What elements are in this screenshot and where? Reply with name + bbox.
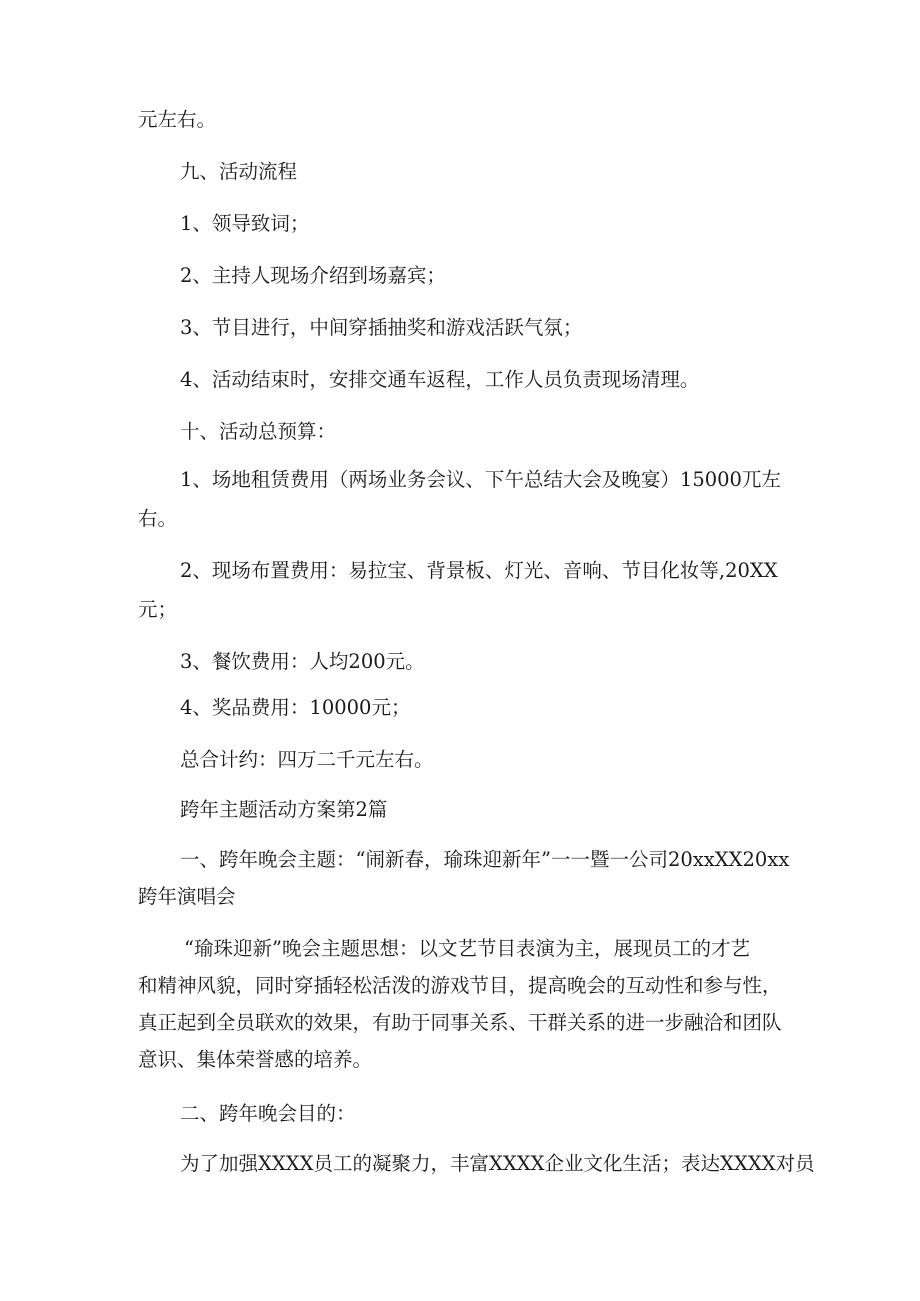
- section-heading: 九、活动流程: [180, 160, 298, 183]
- text-line: 为了加强XXXX员工的凝聚力，丰富XXXX企业文化生活；表达XXXX对员: [180, 1152, 815, 1175]
- budget-item-setup-line1: 2、现场布置费用：易拉宝、背景板、灯光、音响、节目化妆等,20XX: [180, 559, 778, 582]
- theme-line1: 一、跨年晚会主题：“闹新春，瑜珠迎新年”一一暨一公司20xxXX20xx: [180, 848, 790, 871]
- section-heading: 二、跨年晚会目的：: [180, 1102, 356, 1125]
- section-heading: 十、活动总预算：: [180, 420, 337, 443]
- list-item: 2、主持人现场介绍到场嘉宾；: [180, 264, 446, 287]
- idea-line1: “瑜珠迎新”晚会主题思想：以文艺节目表演为主，展现员工的才艺: [184, 937, 750, 960]
- list-item: 3、节目进行，中间穿插抽奖和游戏活跃气氛；: [180, 316, 583, 339]
- budget-item-setup-line2: 元；: [138, 598, 178, 621]
- idea-line4: 意识、集体荣誉感的培养。: [138, 1048, 373, 1071]
- budget-item-venue-line1: 1、场地租赁费用（两场业务会议、下午总结大会及晚宴）15000兀左: [180, 468, 781, 491]
- total-line: 总合计约：四万二千元左右。: [180, 748, 434, 771]
- list-item: 3、餐饮费用：人均200元。: [180, 650, 425, 673]
- idea-line3: 真正起到全员联欢的效果，有助于同事关系、干群关系的进一步融洽和团队: [138, 1011, 782, 1034]
- theme-line2: 跨年演唱会: [138, 885, 236, 908]
- text-line: 元左右。: [138, 108, 217, 131]
- idea-line2: 和精神风貌，同时穿插轻松活泼的游戏节目，提高晚会的互动性和参与性，: [138, 974, 782, 997]
- list-item: 4、活动结束时，安排交通车返程，工作人员负责现场清理。: [180, 368, 700, 391]
- budget-item-venue-line2: 右。: [138, 507, 178, 530]
- list-item: 1、领导致词；: [180, 212, 310, 235]
- list-item: 4、奖品费用：10000元；: [180, 696, 411, 719]
- article-title: 跨年主题活动方案第2篇: [180, 798, 388, 821]
